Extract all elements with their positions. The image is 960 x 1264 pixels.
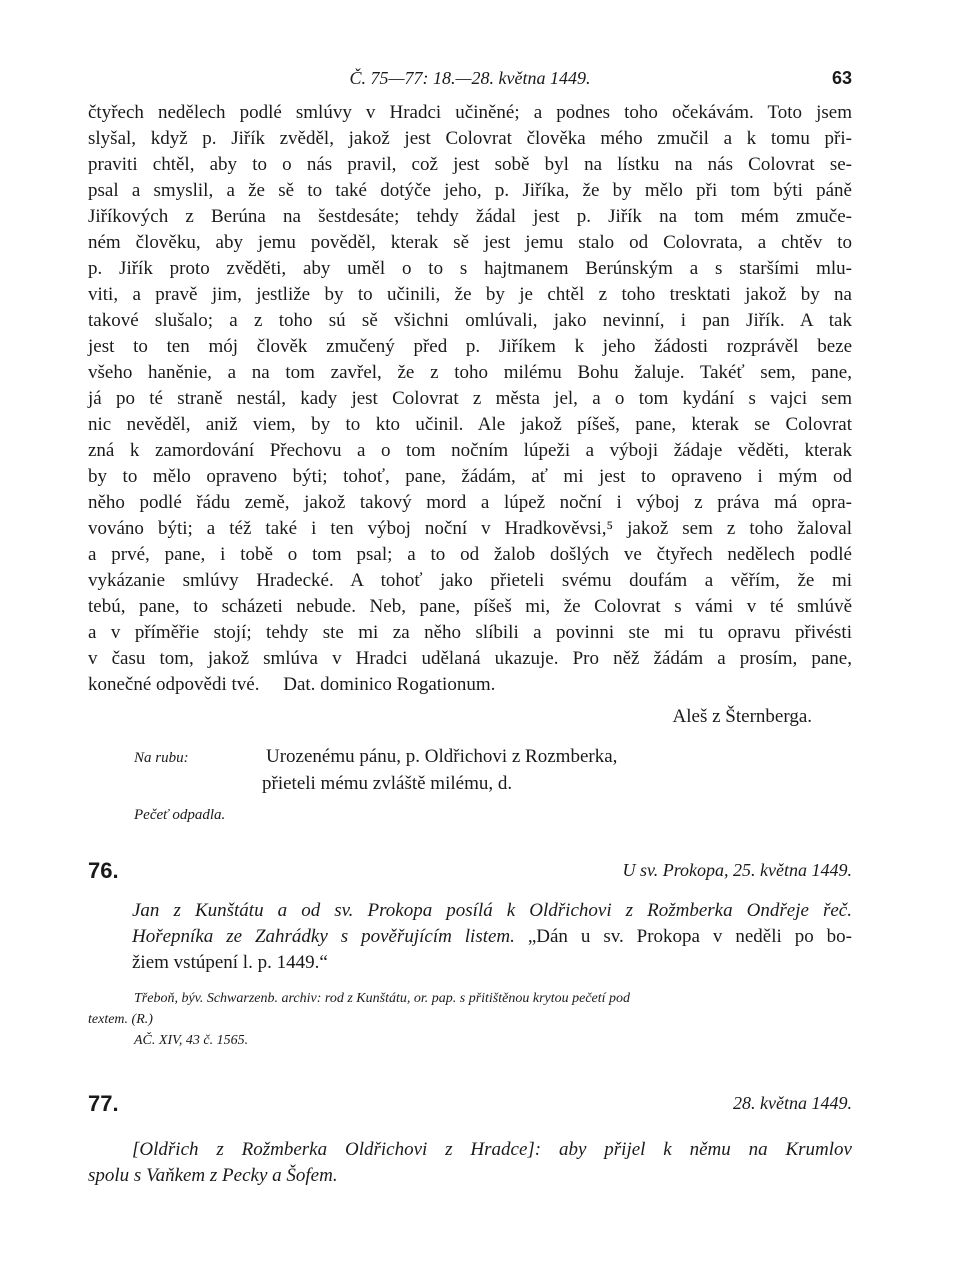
body-line: tebú, pane, to scházeti nebude. Neb, pane, píšeš mi, že Colovrat s vámi v té smlúvě bbox=[88, 596, 852, 617]
running-header bbox=[88, 68, 852, 100]
source-reference: AČ. XIV, 43 č. 1565. bbox=[134, 1033, 249, 1048]
body-line: vováno býti; a též také i ten výboj noční v Hradkověvsi,⁵ jakož sem z toho žaloval bbox=[88, 518, 852, 539]
regest-line: žiem vstúpení l. p. 1449.“ bbox=[132, 952, 328, 973]
regest-quote: „Dán u sv. Prokopa v neděli po bo- bbox=[514, 926, 853, 947]
regest-line: spolu s Vaňkem z Pecky a Šofem. bbox=[88, 1165, 338, 1186]
address-block bbox=[88, 744, 852, 797]
entry-76-source bbox=[88, 988, 852, 1051]
body-line: by to mělo opraveno býti; tohoť, pane, žádám, ať mi jest to opraveno i mým od bbox=[88, 466, 852, 487]
document-page bbox=[88, 68, 852, 1189]
body-line: Jiříkových z Berúna na šestdesáte; tehdy žádal jest p. Jiřík na tom mém zmuče- bbox=[88, 206, 852, 227]
body-line: konečné odpovědi tvé. Dat. dominico Rogationum. bbox=[88, 674, 496, 695]
body-line: a v příměřie stojí; tehdy ste mi za něho slíbili a povinni ste mi tu opravu přivésti bbox=[88, 622, 852, 643]
regest-italic: Hořepníka ze Zahrádky s pověřujícím listem. bbox=[132, 926, 515, 947]
address-line: Urozenému pánu, p. Oldřichovi z Rozmberka, bbox=[266, 746, 618, 767]
body-line: takové slušalo; a z toho sú sě všichni omlúvali, jako nevinní, i pan Jiřík. A tak bbox=[88, 310, 852, 331]
seal-note: Pečeť odpadla. bbox=[134, 807, 226, 823]
entry-77-heading bbox=[88, 1091, 852, 1123]
body-line: ném člověku, aby jemu pověděl, kterak sě jest jemu stalo od Colovrata, a chtěv to bbox=[88, 232, 852, 253]
regest-line: [Oldřich z Rožmberka Oldřichovi z Hradce]: aby přijel k němu na Krumlov bbox=[132, 1139, 852, 1160]
entry-76-regest bbox=[88, 898, 852, 976]
body-line: slyšal, když p. Jiřík zvěděl, jakož jest Colovrat člověka mého zmučil a k tomu při- bbox=[88, 128, 852, 149]
body-line: jest to ten mój člověk zmučený před p. Jiříkem k jeho žádosti rozprávěl beze bbox=[88, 336, 852, 357]
body-line: všeho haněnie, a na tom zavřel, že z toho milému Bohu žaluje. Takéť sem, pane, bbox=[88, 362, 852, 383]
running-title: Č. 75—77: 18.—28. května 1449. bbox=[349, 68, 591, 88]
entry-date: U sv. Prokopa, 25. května 1449. bbox=[622, 860, 852, 880]
entry-date: 28. května 1449. bbox=[733, 1093, 852, 1113]
address-line: přieteli mému zvláště milému, d. bbox=[262, 773, 513, 794]
signature: Aleš z Šternberga. bbox=[672, 706, 812, 727]
page-number: 63 bbox=[831, 68, 852, 88]
entry-77-regest bbox=[88, 1137, 852, 1189]
body-line: psal a smyslil, a že sě to také dotýče jeho, p. Jiříka, že by mělo při tom býti páně bbox=[88, 180, 852, 201]
body-line: čtyřech nedělech podlé smlúvy v Hradci učiněné; a podnes toho očekávám. Toto jsem bbox=[88, 102, 852, 123]
letter-75-body bbox=[88, 100, 852, 698]
body-line: něho podlé řádu země, jakož takový mord a lúpež noční i výboj z práva má opra- bbox=[88, 492, 852, 513]
address-label: Na rubu: bbox=[134, 750, 189, 766]
body-line: já po té straně nestál, kady jest Colovrat z města jel, a o tom kydání s vajci sem bbox=[88, 388, 852, 409]
body-line: v času tom, jakož smlúva v Hradci udělaná ukazuje. Pro něž žádám a prosím, pane, bbox=[88, 648, 852, 669]
source-line: textem. (R.) bbox=[88, 1012, 153, 1027]
body-line: p. Jiřík proto zvěděti, aby uměl o to s hajtmanem Berúnským a s staršími mlu- bbox=[88, 258, 852, 279]
body-line: a prvé, pane, i tobě o tom psal; a to od žalob došlých ve čtyřech nedělech podlé bbox=[88, 544, 852, 565]
body-line: zná k zamordování Přechovu a o tom nočním lúpeži a výboji žádaje věděti, kterak bbox=[88, 440, 852, 461]
body-line: vykázanie smlúvy Hradecké. A tohoť jako přieteli svému doufám a věřím, že mi bbox=[88, 570, 852, 591]
body-line: viti, a pravě jim, jestliže by to učinili, že by je chtěl z toho tresktati jakož by na bbox=[88, 284, 852, 305]
source-line: Třeboň, býv. Schwarzenb. archiv: rod z Kunštátu, or. pap. s přitištěnou krytou pečetí pod bbox=[134, 991, 631, 1006]
regest-line: Jan z Kunštátu a od sv. Prokopa posílá k Oldřichovi z Rožmberka Ondřeje řeč. bbox=[132, 900, 852, 921]
entry-number: 76. bbox=[88, 858, 119, 883]
entry-number: 77. bbox=[88, 1091, 119, 1116]
regest-line bbox=[132, 924, 852, 950]
body-line: praviti chtěl, aby to o nás pravil, což jest sobě byl na lístku na nás Colovrat se- bbox=[88, 154, 852, 175]
body-line: nic nevěděl, aniž viem, by to kto učinil. Ale jakož píšeš, pane, kterak se Colovrat bbox=[88, 414, 852, 435]
entry-76-heading bbox=[88, 858, 852, 890]
